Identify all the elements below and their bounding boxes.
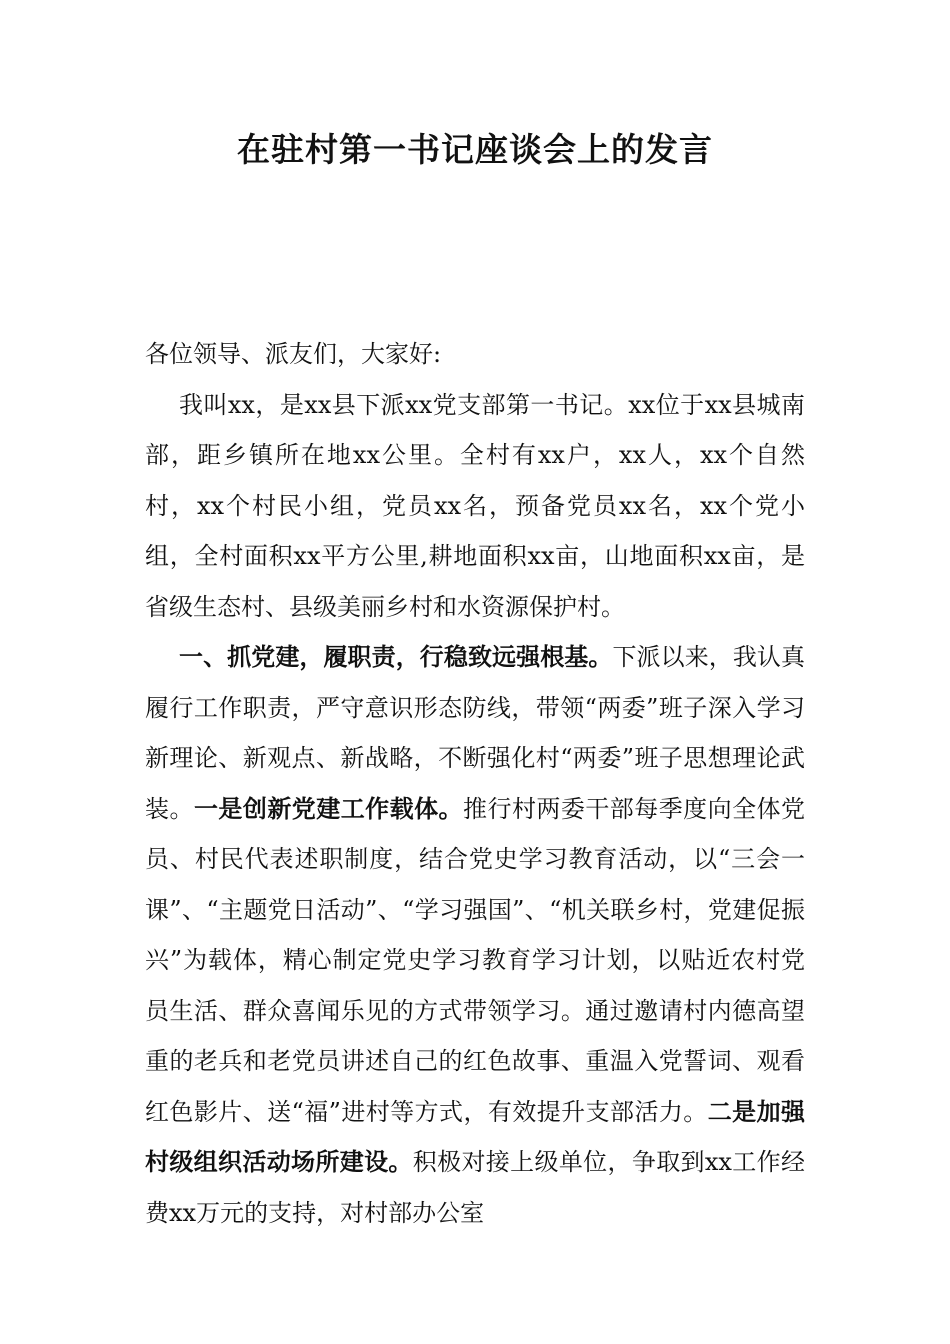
document-body [145,329,805,1238]
subheading-venue-construction: 二是加强村级组织活动场所建设。 [145,1096,805,1176]
subheading-innovation: 一是创新党建工作载体。 [193,793,464,823]
salutation: 各位领导、派友们，大家好: [145,340,442,368]
paragraph-text: 下派以来，我认真履行工作职责，严守意识形态防线，带领“两委”班子深入学习新理论、新观点、新战略，不断强化村“两委”班子思想理论武装。 [145,643,806,823]
paragraph-text: 积极对接上级单位，争取到xx工作经费xx万元的支持，对村部办公室 [145,1148,805,1227]
section-heading: 一、抓党建，履职责，行稳致远强根基。 [179,642,613,671]
document-title: 在驻村第一书记座谈会上的发言 [237,130,713,169]
paragraph-intro: 我叫xx，是xx县下派xx党支部第一书记。xx位于xx县城南部，距乡镇所在地xx公里。全村有xx户，xx人，xx个自然村，xx个村民小组，党员xx名，预备党员xx名，xx个党小组，全村面积xx平方公里,耕地面积xx亩，山地面积xx亩，是省级生态村、县级美丽乡村和水资源保护村。 [145,390,805,621]
paragraph-text: 推行村两委干部每季度向全体党员、村民代表述职制度，结合党史学习教育活动，以“三会一课”、“主题党日活动”、“学习强国”、“机关联乡村，党建促振兴”为载体，精心制定党史学习教育学习计划，以贴近农村党员生活、群众喜闻乐见的方式带领学习。通过邀请村内德高望重的老兵和老党员讲述自己的红色故事、重温入党誓词、观看红色影片、送“福”进村等方式，有效提升支部活力。 [145,794,806,1126]
paragraph-party-building [145,632,805,1238]
